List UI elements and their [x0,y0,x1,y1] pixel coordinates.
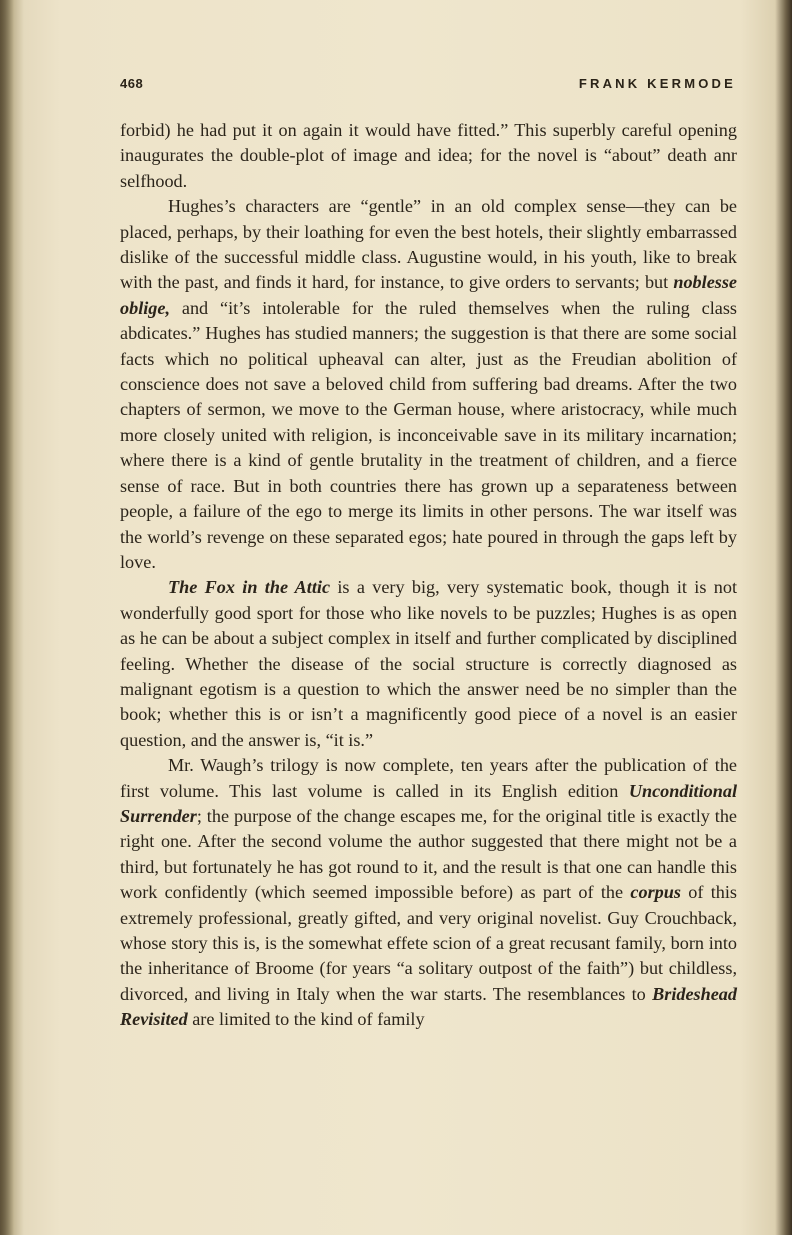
text-run: ; the purpose of the change escapes me, for the original title is exactly the right one. After the second volume the author suggested that there might not be a third, but fortunately he has got round to it, and the result is that one can handle this work confidently (which seemed impossible before) as part of the [120,805,737,903]
text-run: are limited to the kind of family [187,1009,425,1030]
text-run: and “it’s intolerable for the ruled themselves when the ruling class abdicates.” Hughes has studied manners; the suggestion is that there are some social facts which no political upheaval can alter, just as the Freudian abolition of conscience does not save a beloved child from suffering bad dreams. After the two chapters of sermon, we move to the German house, where aristocracy, while much more closely united with religion, is inconceivable save in its military incarnation; where there is a kind of gentle brutality in the treatment of children, and a fierce sense of race. But in both countries there has grown up a separateness between people, a failure of the ego to merge its limits in other persons. The war itself was the world’s revenge on these separated egos; hate poured in through the gaps left by love. [120,297,737,572]
emphasis-corpus: corpus [630,882,681,903]
emphasis-noblesse-oblige: noblesse oblige, [120,272,737,318]
text-run: Hughes’s characters are “gentle” in an old complex sense—they can be placed, perhaps, by their loathing for even the best hotels, their slightly embarrassed dislike of the successful middle class. Augustine would, in his youth, like to break with the past, and finds it hard, for instance, to give orders to servants; but [120,196,737,293]
book-title-fox-in-the-attic: The Fox in the Attic [168,577,331,598]
text-run: Mr. Waugh’s trilogy is now complete, ten years after the publication of the first volume. This last volume is called in its English edition [120,755,737,801]
text-run: is a very big, very systematic book, though it is not wonderfully good sport for those who like novels to be puzzles; Hughes is as open as he can be about a subject complex in itself and further complicated by disciplined feeling. Whether the disease of the social structure is correctly diagnosed as malignant egotism is a question to which the answer need be no simpler than the book; whether this is or isn’t a magnificently good piece of a novel is an easier question, and the answer is, “it is.” [120,577,737,750]
page-number: 468 [120,76,144,91]
book-title-brideshead-revisited: Brideshead Revisited [120,983,737,1030]
paragraph-4 [120,753,737,1032]
text-run: forbid) he had put it on again it would have fitted.” This superbly careful opening inaugurates the double-plot of image and idea; for the novel is “about” death anr selfhood. [120,120,737,191]
paragraph-2 [120,194,737,575]
running-head: FRANK KERMODE [578,76,736,91]
text-run: of this extremely professional, greatly gifted, and very original novelist. Guy Crouchback, whose story this is, is the somewhat effete scion of a great recusant family, born into the inheritance of Broome (for years “a solitary outpost of the faith”) but childless, divorced, and living in Italy when the war starts. The resemblances to [120,882,737,1004]
book-title-unconditional-surrender: Unconditional Surrender [120,780,737,826]
body-text [120,118,737,1033]
page-header [120,76,736,96]
paragraph-1 [120,118,737,194]
gutter-shadow [0,0,14,1235]
paragraph-3 [120,575,737,753]
